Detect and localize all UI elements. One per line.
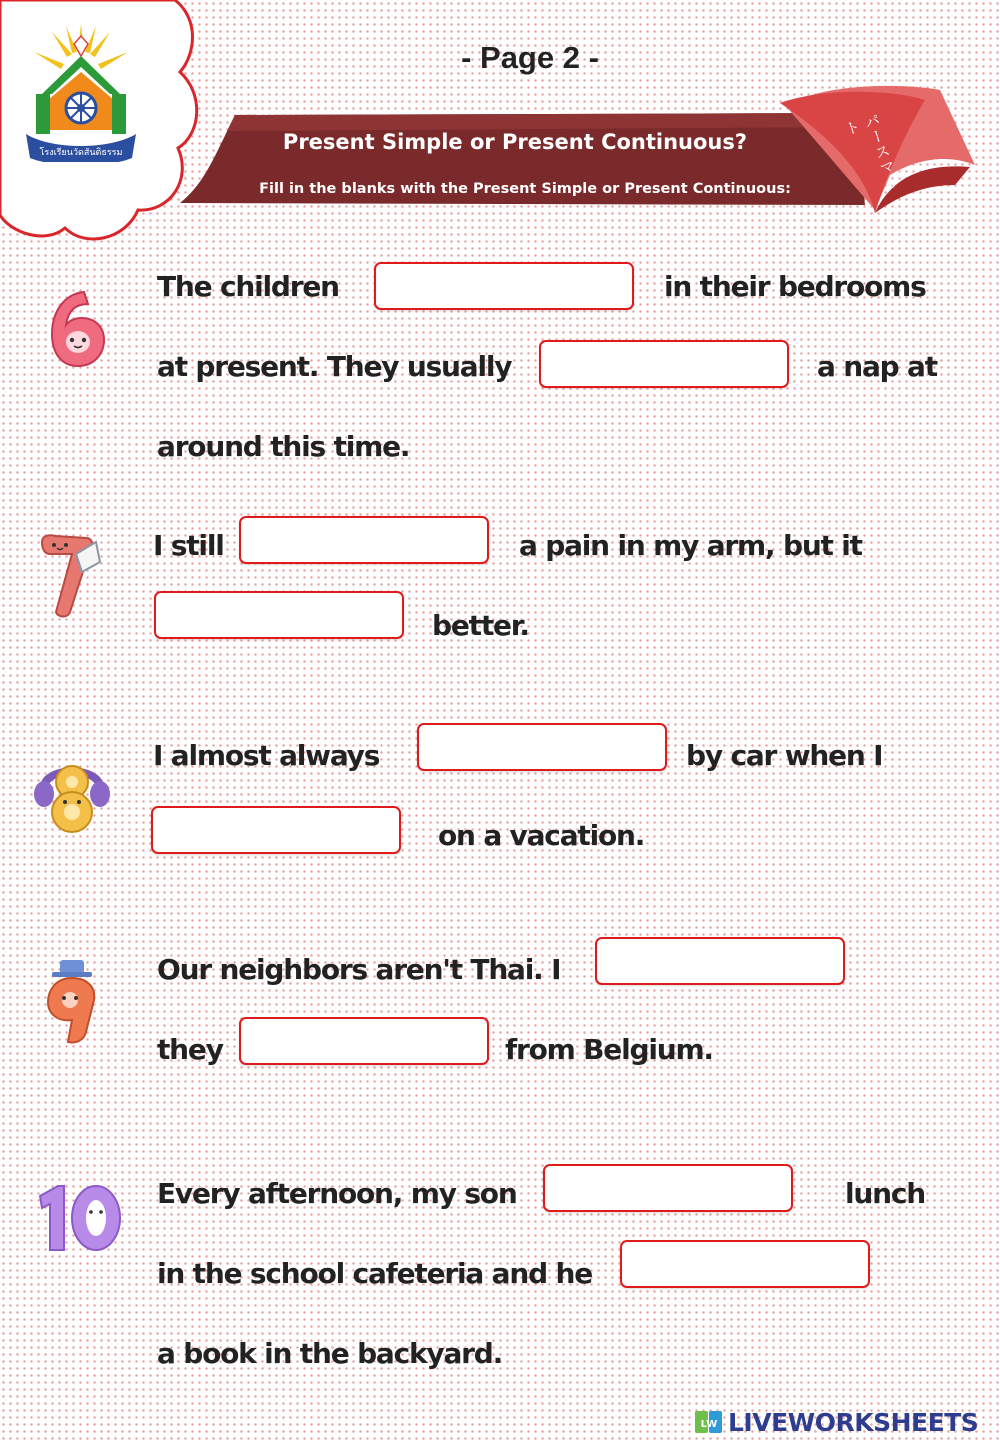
liveworksheets-brand	[694, 1404, 978, 1440]
q7-answer-1-input[interactable]	[239, 516, 489, 564]
q8-text-line2-after: on a vacation.	[438, 819, 645, 852]
ribbon-text: パースマート	[841, 111, 903, 193]
q9-text-line1-before: Our neighbors aren't Thai. I	[157, 953, 561, 986]
liveworksheets-logo-icon	[694, 1407, 724, 1437]
banner-title: Present Simple or Present Continuous?	[282, 130, 748, 154]
q9-text-line2-before: they	[157, 1033, 223, 1066]
q10-text-line3: a book in the backyard.	[157, 1337, 503, 1370]
q7-answer-2-input[interactable]	[154, 591, 404, 639]
q6-answer-2-input[interactable]	[539, 340, 789, 388]
q10-answer-1-input[interactable]	[543, 1164, 793, 1212]
q6-text-line1-after: in their bedrooms	[664, 270, 926, 303]
q8-text-line1-before: I almost always	[153, 739, 380, 772]
q6-text-line3: around this time.	[157, 430, 410, 463]
q6-text-line2-after: a nap at	[817, 350, 937, 383]
q7-text-line1-before: I still	[153, 529, 224, 562]
q8-text-line1-after: by car when I	[686, 739, 883, 772]
brand-badge: LW	[700, 1419, 718, 1430]
q6-text-line1-before: The children	[157, 270, 339, 303]
q10-text-line2-before: in the school cafeteria and he	[157, 1257, 592, 1290]
q8-answer-1-input[interactable]	[417, 723, 667, 771]
q10-text-line1-before: Every afternoon, my son	[157, 1177, 517, 1210]
q9-text-line2-after: from Belgium.	[505, 1033, 713, 1066]
q7-text-line1-after: a pain in my arm, but it	[519, 529, 862, 562]
q7-text-line2-after: better.	[432, 609, 529, 642]
logo-caption: โรงเรียนวัดสันติธรรม	[39, 148, 123, 158]
q9-answer-2-input[interactable]	[239, 1017, 489, 1065]
number-8-icon	[32, 752, 112, 838]
number-7-icon	[36, 532, 102, 622]
page-number-label: - Page 2 -	[461, 40, 599, 75]
q10-text-line1-after: lunch	[845, 1177, 925, 1210]
q8-answer-2-input[interactable]	[151, 806, 401, 854]
q6-answer-1-input[interactable]	[374, 262, 634, 310]
q9-answer-1-input[interactable]	[595, 937, 845, 985]
number-10-icon	[34, 1182, 124, 1254]
number-6-icon	[44, 288, 110, 370]
banner-subtitle: Fill in the blanks with the Present Simple or Present Continuous:	[259, 181, 791, 197]
q10-answer-2-input[interactable]	[620, 1240, 870, 1288]
number-9-icon	[44, 958, 100, 1046]
q6-text-line2-before: at present. They usually	[157, 350, 512, 383]
brand-text: LIVEWORKSHEETS	[728, 1407, 979, 1437]
